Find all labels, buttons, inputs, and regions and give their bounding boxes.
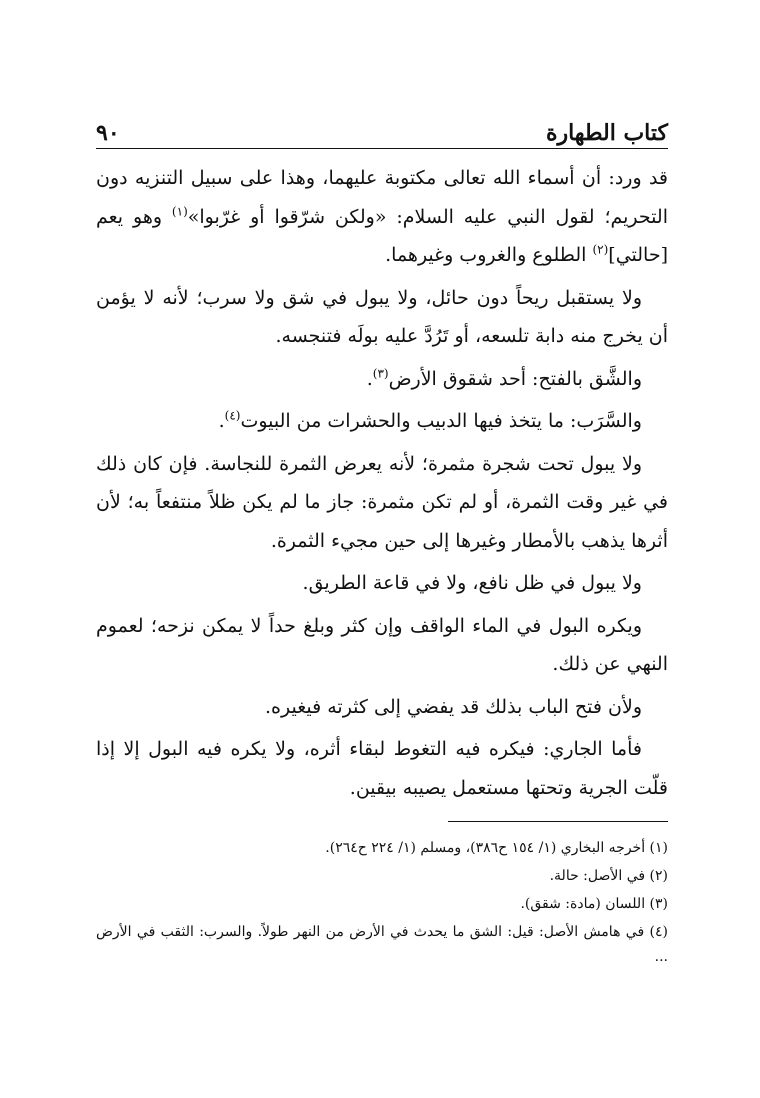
paragraph [96,564,668,603]
paragraph-text: . [218,410,225,432]
footnote-reference: (٣) [372,366,389,381]
footnote-reference: (١) [171,204,188,219]
paragraph [96,445,668,561]
paragraph-text: . [366,367,373,390]
paragraph-text: والشَّق بالفتح: أحد شقوق الأرض [388,367,642,390]
book-title: كتاب الطهارة [545,120,668,146]
main-text [96,159,668,807]
footnote-reference: (٢) [592,242,609,257]
paragraph [96,159,668,275]
page-number: ٩٠ [96,120,120,146]
footnotes [96,836,668,970]
paragraph-text: وهو يعم [حالتي] [96,205,668,266]
paragraph-text: ولأن فتح الباب بذلك قد يفضي إلى كثرته فيغيره. [264,695,642,718]
book-page [96,112,668,973]
footnote: (١) أخرجه البخاري (١/ ١٥٤ ح٣٨٦)، ومسلم (١/ ٢٢٤ ح٢٦٤). [325,840,668,856]
paragraph [96,402,668,441]
paragraph-text: الطلوع والغروب وغيرهما. [385,244,593,266]
paragraph [96,688,668,727]
paragraph-text: فأما الجاري: فيكره فيه التغوط لبقاء أثره، ولا يكره فيه البول إلا إذا قلّت الجرية وتحتها مستعمل يصيبه بيقين. [96,738,668,799]
paragraph [96,607,668,684]
page-header [96,112,668,149]
paragraph-text: والسَّرَب: ما يتخذ فيها الدبيب والحشرات من البيوت [240,410,642,432]
paragraph-text: ولا يبول في ظل نافع، ولا في قاعة الطريق. [302,572,642,594]
footnote-reference: (٤) [224,408,241,423]
paragraph [96,360,668,399]
footnote: (٣) اللسان (مادة: شقق). [520,896,668,912]
footnote: (٤) في هامش الأصل: قيل: الشق ما يحدث في الأرض من النهر طولاً. والسرب: الثقب في الأرض ... [96,924,668,965]
footnote: (٢) في الأصل: حالة. [549,868,668,884]
paragraph-text: قد ورد: أن أسماء الله تعالى مكتوبة عليهما، وهذا على سبيل التنزيه دون التحريم؛ لقول النبي عليه السلام: «ولكن شرّقوا أو غرّبوا» [96,167,668,228]
paragraph-text: ولا يبول تحت شجرة مثمرة؛ لأنه يعرض الثمرة للنجاسة. فإن كان ذلك في غير وقت الثمرة، أو لم تكن مثمرة: جاز ما لم يكن ظلاً منتفعاً به؛ لأن أثرها يذهب بالأمطار وغيرها إلى حين مجيء الثمرة. [96,452,668,552]
paragraph-text: ولا يستقبل ريحاً دون حائل، ولا يبول في شق ولا سرب؛ لأنه لا يؤمن أن يخرج منه دابة تلسعه، أو تَرُدَّ عليه بولَه فتنجسه. [96,286,668,347]
paragraph-text: ويكره البول في الماء الواقف وإن كثر وبلغ حداً لا يمكن نزحه؛ لعموم النهي عن ذلك. [96,614,668,675]
paragraph [96,730,668,807]
paragraph [96,279,668,356]
footnote-divider [448,821,668,822]
